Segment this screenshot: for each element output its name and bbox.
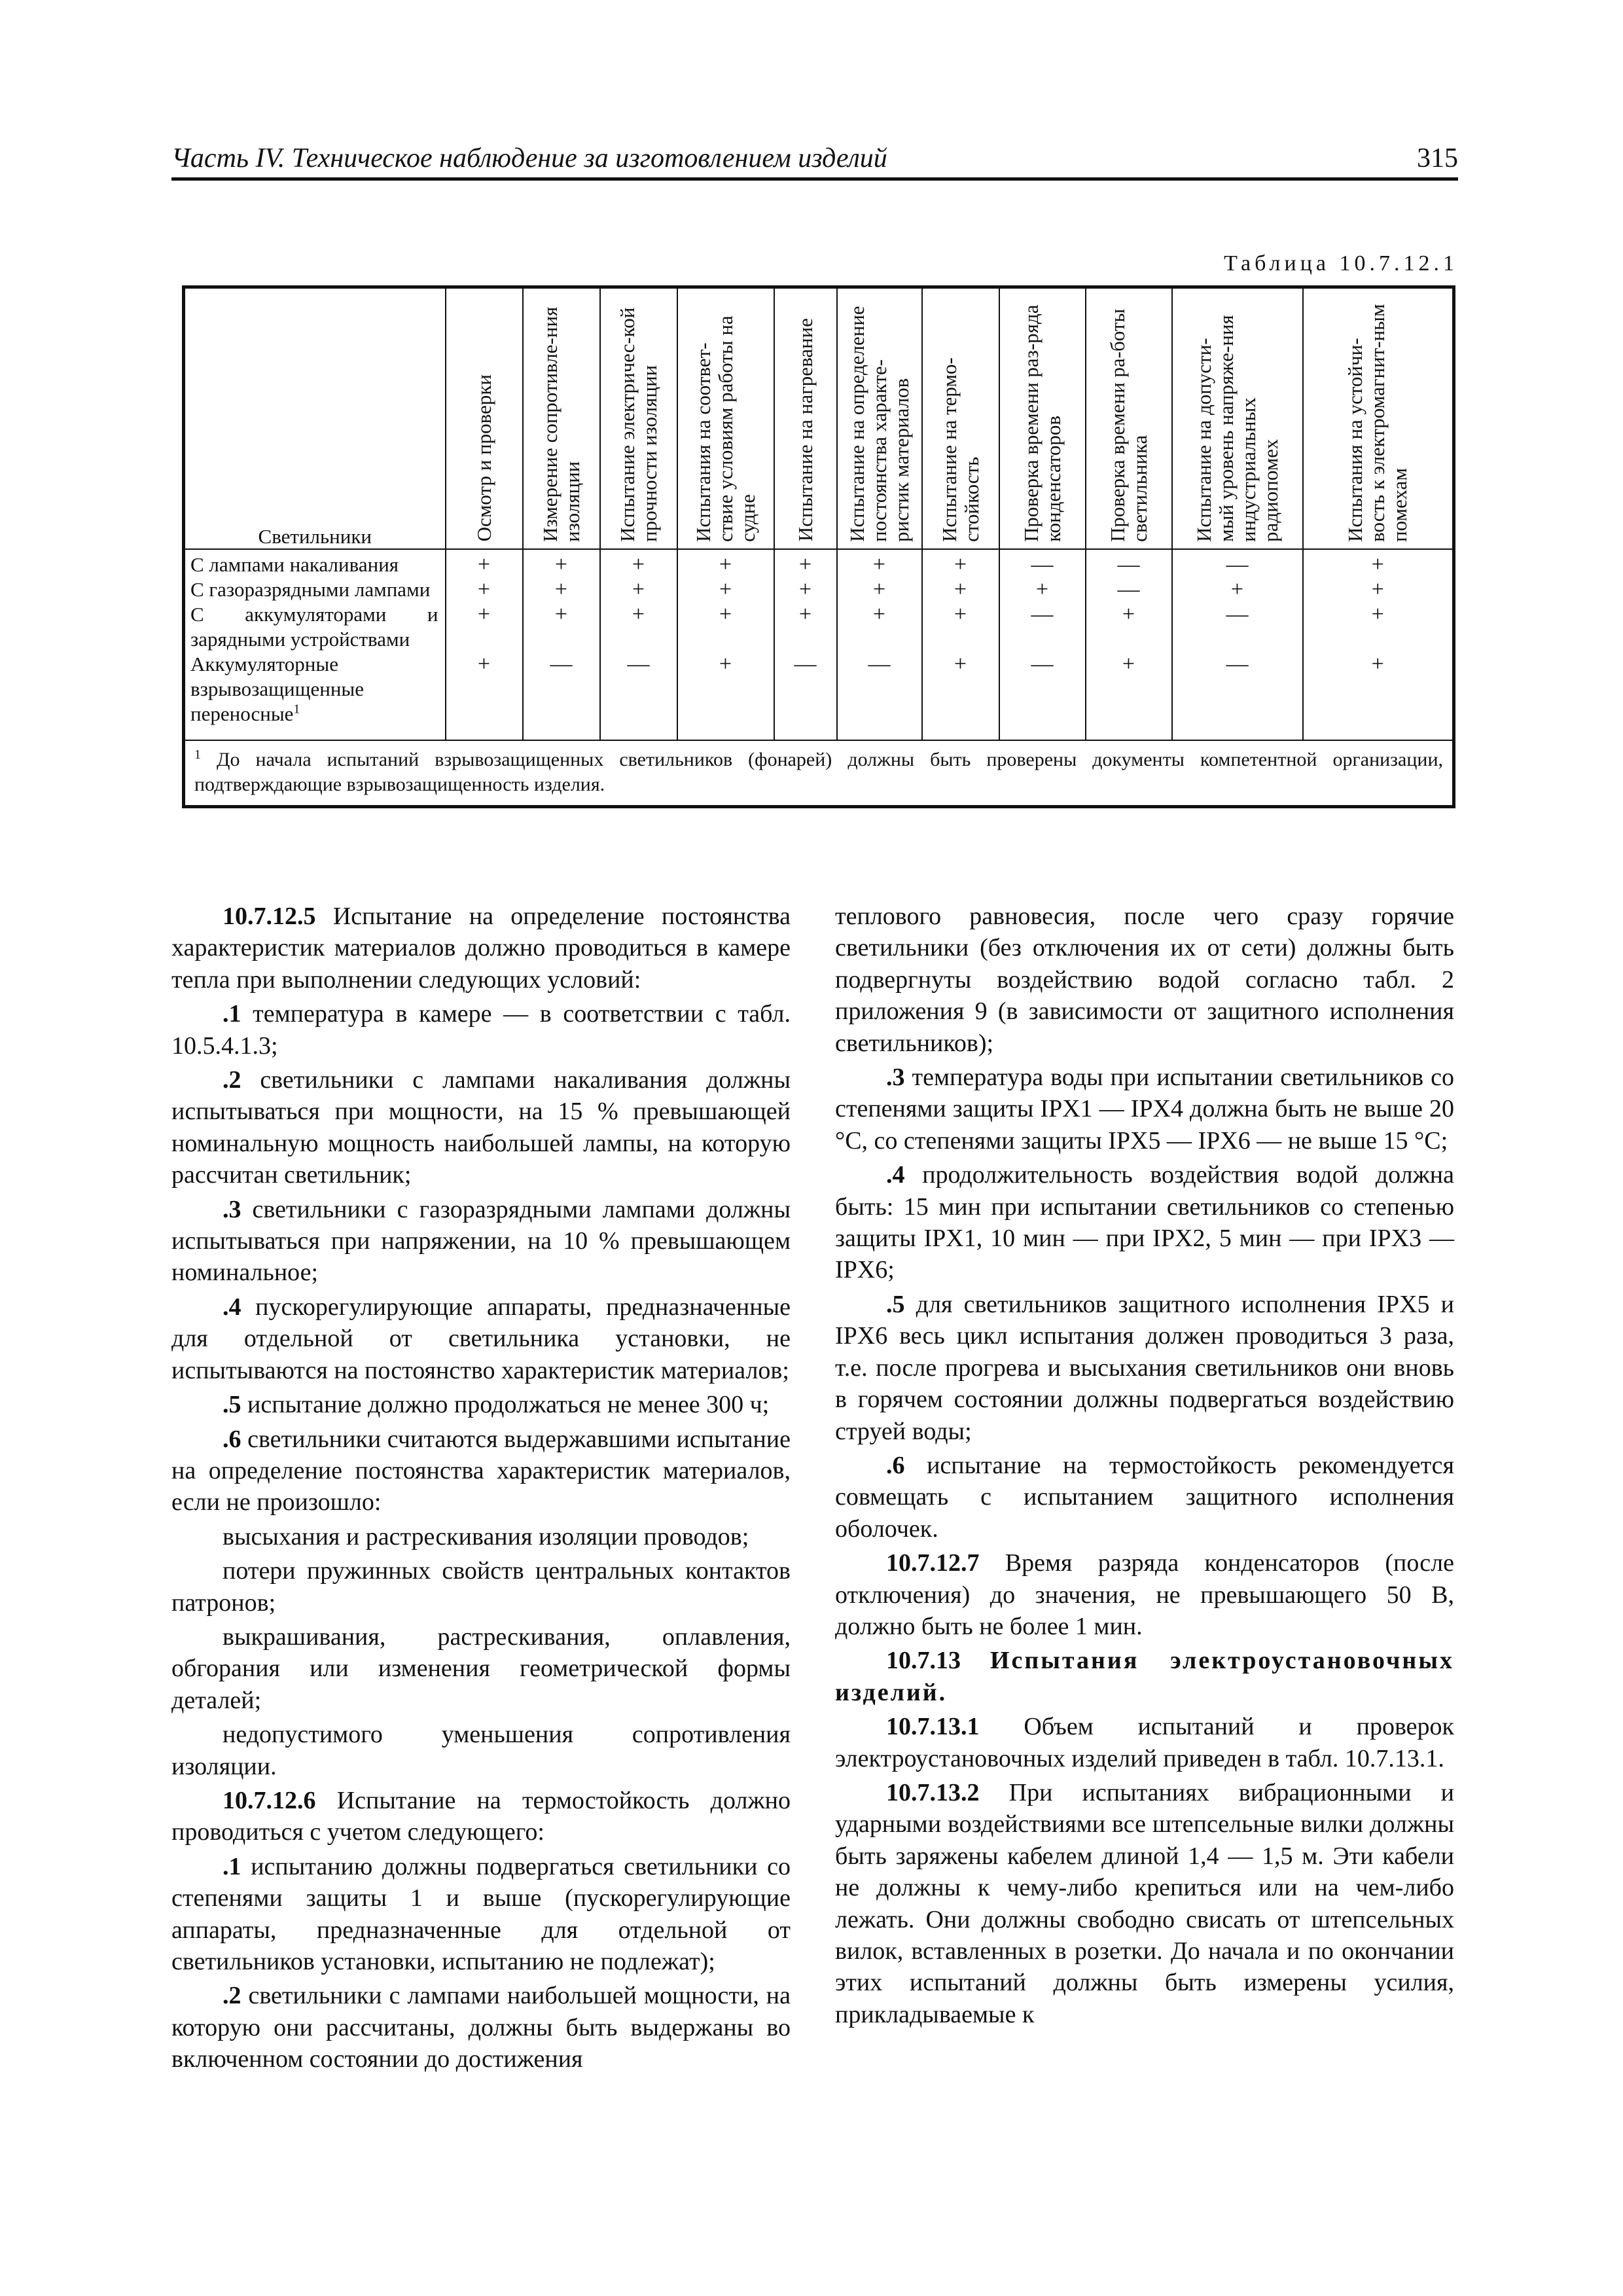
column-header: Испытания на соответ-ствие условиям работы на судне <box>677 287 774 549</box>
page-number: 315 <box>1417 143 1458 173</box>
list-item: .3 светильники с газоразрядными лампами должны испытываться при напряжении, на 10 % превышающем номинальное; <box>171 1195 791 1287</box>
sub-item: недопустимого уменьшения сопротивления изоляции. <box>171 1721 791 1780</box>
table-cell: + <box>837 549 922 577</box>
table-cell: + <box>600 549 677 577</box>
table-cell: + <box>774 577 837 602</box>
column-header: Проверка времени ра-боты светильника <box>1086 287 1172 549</box>
table-cell: + <box>677 577 774 602</box>
row-name: С газоразрядными лампами <box>184 577 446 602</box>
column-header: Осмотр и проверки <box>446 287 523 549</box>
table-cell: + <box>446 652 523 740</box>
table-cell: + <box>922 549 999 577</box>
table-cell: + <box>1303 652 1454 740</box>
table-cell: — <box>999 602 1086 652</box>
table-cell: — <box>523 652 600 740</box>
table-row <box>184 549 1454 577</box>
footnote-ref: 1 <box>293 702 300 717</box>
table-cell: — <box>774 652 837 740</box>
paragraph: 10.7.13.2 При испытаниях вибрационными и ударными воздействиями все штепсельные вилки должны быть заряжены кабелем длиной 1,4 — 1,5 м. Эти кабели не должны к чему-либо крепиться или на чем-либо лежать. Они должны свободно свисать от штепсельных вилок, вставленных в розетки. До начала и по окончании этих испытаний должны быть измерены усилия, прикладываемые к <box>835 1778 1454 2028</box>
table-cell: + <box>677 602 774 652</box>
column-header: Испытание на определение постоянства характе-ристик материалов <box>837 287 922 549</box>
list-item: .1 испытанию должны подвергаться светильники со степенями защиты 1 и выше (пускорегулирующие аппараты, предназначенные для отдельной от светильников установки, испытанию не подлежат); <box>171 1852 791 1975</box>
table-cell: + <box>1303 577 1454 602</box>
paragraph: 10.7.12.7 Время разряда конденсаторов (после отключения) до значения, не превышающего 50 В, должно быть не более 1 мин. <box>835 1549 1455 1640</box>
table-cell: + <box>523 549 600 577</box>
table-footnote: $^1$ До начала испытаний взрывозащищенных светильников (фонарей) должны быть проверены документы компетентной организации, подтверждающие взрывозащищенность изделия. <box>184 740 1454 807</box>
list-item: .2 светильники с лампами накаливания должны испытываться при мощности, на 15 % превышающей номинальную мощность наибольшей лампы, на которую рассчитан светильник; <box>171 1066 791 1189</box>
table-cell: + <box>1303 549 1454 577</box>
list-item: .2 светильники с лампами наибольшей мощности, на которую они рассчитаны, должны быть выдержаны во включенном состоянии до достижения <box>171 1982 791 2073</box>
list-item: .1 температура в камере — в соответствии с табл. 10.5.4.1.3; <box>171 1000 791 1060</box>
list-item: .4 пускорегулирующие аппараты, предназначенные для отдельной от светильника установки, не испытываются на постоянство характеристик материалов; <box>171 1293 791 1384</box>
table-cell: + <box>523 577 600 602</box>
table-cell: + <box>774 602 837 652</box>
table-cell: — <box>1172 602 1303 652</box>
table-cell: — <box>1086 549 1172 577</box>
column-header: Испытание на допусти-мый уровень напряже-ния индустриальных радиопомех <box>1172 287 1303 549</box>
table-cell: + <box>600 602 677 652</box>
paragraph: 10.7.12.5 Испытание на определение постоянства характеристик материалов должно проводиться в камере тепла при выполнении следующих условий: <box>171 903 791 994</box>
table-cell: + <box>837 602 922 652</box>
table-cell: + <box>1086 652 1172 740</box>
table-cell: + <box>446 549 523 577</box>
table-cell: + <box>922 602 999 652</box>
running-header <box>171 143 1458 181</box>
table-cell: + <box>922 577 999 602</box>
table-cell: — <box>1086 577 1172 602</box>
header-title: Часть IV. Техническое наблюдение за изготовлением изделий <box>171 143 887 173</box>
table-cell: — <box>600 652 677 740</box>
paragraph: 10.7.13.1 Объем испытаний и проверок электроустановочных изделий приведен в табл. 10.7.13.1. <box>835 1713 1454 1772</box>
list-item: .5 испытание должно продолжаться не менее 300 ч; <box>223 1391 770 1419</box>
list-item: .5 для светильников защитного исполнения IPX5 и IPX6 весь цикл испытания должен проводиться 3 раза, т.е. после прогрева и высыхания светильников они вновь в горячем состоянии должны подвергаться воздействию струей воды; <box>835 1290 1454 1445</box>
test-table <box>182 285 1455 808</box>
table-cell: + <box>523 602 600 652</box>
table-cell: + <box>677 549 774 577</box>
table-row <box>184 652 1454 740</box>
list-item: .6 испытание на термостойкость рекомендуется совмещать с испытанием защитного исполнения оболочек. <box>835 1451 1455 1543</box>
list-item: .4 продолжительность воздействия водой должна быть: 15 мин при испытании светильников со степенью защиты IPX1, 10 мин — при IPX2, 5 мин — при IPX3 — IPX6; <box>835 1161 1454 1284</box>
paragraph-continuation: теплового равновесия, после чего сразу горячие светильники (без отключения их от сети) должны быть подвергнуты воздействию водой согласно табл. 2 приложения 9 (в зависимости от защитного исполнения светильников); <box>835 903 1454 1057</box>
row-name: С аккумуляторами и зарядными устройствами <box>184 602 446 652</box>
table-cell: — <box>1172 652 1303 740</box>
column-header: Испытание на нагревание <box>774 287 837 549</box>
table-cell: + <box>446 577 523 602</box>
table-row <box>184 577 1454 602</box>
left-column <box>171 901 791 2078</box>
list-item: .3 температура воды при испытании светильников со степенями защиты IPX1 — IPX4 должна быть не выше 20 °С, со степенями защиты IPX5 — IPX6 — не выше 15 °С; <box>835 1064 1454 1155</box>
table-header-name: Светильники <box>184 287 446 549</box>
table-cell: — <box>1172 549 1303 577</box>
column-header: Измерение сопротивле-ния изоляции <box>523 287 600 549</box>
paragraph: 10.7.12.6 Испытание на термостойкость должно проводиться с учетом следующего: <box>171 1786 791 1846</box>
table-cell: + <box>922 652 999 740</box>
table-cell: + <box>446 602 523 652</box>
table-cell: + <box>1086 602 1172 652</box>
right-column <box>835 901 1454 2033</box>
list-item: .6 светильники считаются выдержавшими испытание на определение постоянства характеристик материалов, если не произошло: <box>171 1425 791 1516</box>
sub-item: выкрашивания, растрескивания, оплавления, обгорания или изменения геометрической формы деталей; <box>171 1623 791 1714</box>
table-row <box>184 602 1454 652</box>
column-header: Испытание электричес-кой прочности изоляции <box>600 287 677 549</box>
column-header: Испытания на устойчи-вость к электромагнит-ным помехам <box>1303 287 1454 549</box>
table-cell: + <box>774 549 837 577</box>
table-cell: + <box>1172 577 1303 602</box>
table-cell: — <box>999 549 1086 577</box>
table-cell: + <box>677 652 774 740</box>
sub-item: высыхания и растрескивания изоляции проводов; <box>223 1522 749 1551</box>
footnote-row <box>184 740 1454 807</box>
table-caption: Таблица 10.7.12.1 <box>1224 251 1458 276</box>
table-cell: — <box>999 652 1086 740</box>
table-cell: — <box>837 652 922 740</box>
column-header: Проверка времени раз-ряда конденсаторов <box>999 287 1086 549</box>
column-header: Испытание на термо-стойкость <box>922 287 999 549</box>
section-heading: 10.7.13 Испытания электроустановочных изделий. <box>835 1647 1454 1706</box>
table-header-row <box>184 287 1454 549</box>
row-name: Аккумуляторные взрывозащищенные переносные$^1$ <box>184 652 446 740</box>
row-name: С лампами накаливания <box>184 549 446 577</box>
table-cell: + <box>999 577 1086 602</box>
sub-item: потери пружинных свойств центральных контактов патронов; <box>171 1557 791 1617</box>
table-cell: + <box>837 577 922 602</box>
table-cell: + <box>1303 602 1454 652</box>
table-cell: + <box>600 577 677 602</box>
